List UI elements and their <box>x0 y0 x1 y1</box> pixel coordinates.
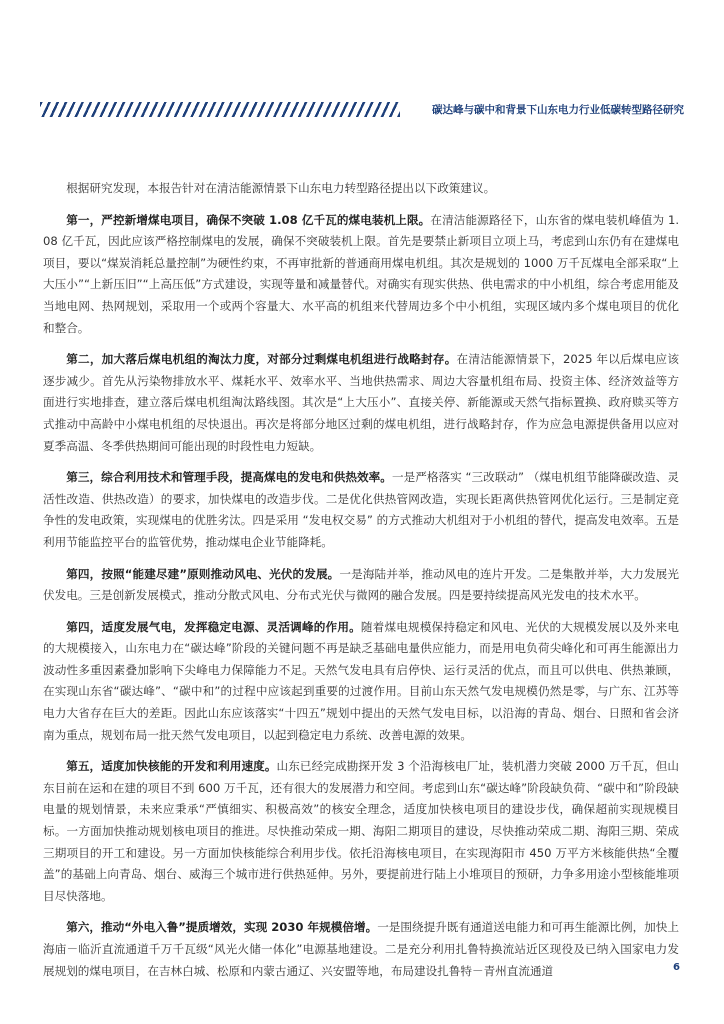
paragraph-2-lead: 第二，加大落后煤电机组的淘汰力度，对部分过剩煤电机组进行战略封存。 <box>66 352 457 367</box>
paragraph-1 <box>43 210 679 340</box>
diagonal-stripes-decoration-icon <box>40 102 400 117</box>
paragraph-2 <box>43 349 679 457</box>
paragraph-4 <box>43 564 679 607</box>
paragraph-4-lead: 第四，按照“能建尽建”原则推动风电、光伏的发展。 <box>66 566 340 581</box>
paragraph-2-body: 在清洁能源情景下，2025 年以后煤电应该逐步减少。首先从污染物排放水平、煤耗水平、效率水平、当地供热需求、周边大容量机组布局、投资主体、经济效益等方面进行实地排查，建立落后煤电机组淘汰路线图。其次是“上大压小”、直接关停、新能源或天然气指标置换、政府赎买等方式推动中高龄中小煤电机组的尽快退出。再次是将部分地区过剩的煤电机组，进行战略封存，作为应急电源提供备用以应对夏季高温、冬季供热期间可能出现的时段性电力短缺。 <box>43 352 679 453</box>
paragraph-1-lead: 第一，严控新增煤电项目，确保不突破 1.08 亿千瓦的煤电装机上限。 <box>66 212 431 227</box>
paragraph-6-lead: 第五，适度加快核能的开发和利用速度。 <box>66 759 277 774</box>
paragraph-6-body: 山东已经完成勘探开发 3 个沿海核电厂址，装机潜力突破 2000 万千瓦，但山东目前在运和在建的项目不到 600 万千瓦，还有很大的发展潜力和空间。考虑到山东“碳达峰”阶段缺负荷、“碳中和”阶段缺电量的规划情景，未来应秉承“严慎细实、积极高效”的核安全理念，适度加快核电项目的建设步伐，确保超前实现规模目标。一方面加快推动规划核电项目的推进。尽快推动荣成一期、海阳二期项目的建设，尽快推动荣成二期、海阳三期、荣成三期项目的开工和建设。另一方面加快核能综合利用步伐。依托沿海核电项目，在实现海阳市 450 万平方米核能供热“全覆盖”的基础上向青岛、烟台、威海三个城市进行供热延伸。另外，要提前进行陆上小堆项目的预研，力争多用途小型核能堆项目尽快落地。 <box>43 759 679 903</box>
paragraph-7-body: 一是围绕提升既有通道送电能力和可再生能源比例，加快上海庙－临沂直流通道千万千瓦级“风光火储一体化”电源基地建设。二是充分利用扎鲁特换流站近区现役及已纳入国家电力发展规划的煤电项目，在吉林白城、松原和内蒙古通辽、兴安盟等地，布局建设扎鲁特－青州直流通道 <box>43 920 679 978</box>
document-body <box>43 178 679 992</box>
intro-paragraph: 根据研究发现，本报告针对在清洁能源情景下山东电力转型路径提出以下政策建议。 <box>66 181 496 195</box>
paragraph-3 <box>43 467 679 553</box>
paragraph-5-body: 随着煤电规模保持稳定和风电、光伏的大规模发展以及外来电的大规模接入，山东电力在“碳达峰”阶段的关键问题不再是缺乏基础电量供应能力，而是用电负荷尖峰化和可再生能源出力波动性多重因素叠加影响下尖峰电力保障能力不足。天然气发电具有启停快、运行灵活的优点，而且可以供电、供热兼顾，在实现山东省“碳达峰”、“碳中和”的过程中应该起到重要的过渡作用。目前山东天然气发电规模仍然是零，与广东、江苏等电力大省存在巨大的差距。因此山东应该落实“十四五”规划中提出的天然气发电目标，以沿海的青岛、烟台、日照和省会济南为重点，规划布局一批天然气发电项目，以起到稳定电力系统、改善电源的效果。 <box>43 619 679 742</box>
paragraph-7 <box>43 917 679 982</box>
paragraph-5-lead: 第四，适度发展气电，发挥稳定电源、灵活调峰的作用。 <box>66 619 361 634</box>
paragraph-3-lead: 第三，综合利用技术和管理手段，提高煤电的发电和供热效率。 <box>66 470 392 485</box>
paragraph-4-body: 一是海陆并举，推动风电的连片开发。二是集散并举，大力发展光伏发电。三是创新发展模式，推动分散式风电、分布式光伏与微网的融合发展。四是要持续提高风光发电的技术水平。 <box>43 566 679 603</box>
paragraph-3-body: 一是严格落实 “三改联动” （煤电机组节能降碳改造、灵活性改造、供热改造）的要求，加快煤电的改造步伐。二是优化供热管网改造，实现长距离供热管网优化运行。三是制定竞争性的发电政策，实现煤电的优胜劣汰。四是采用 “发电权交易” 的方式推动大机组对于小机组的替代，提高发电效率。五是利用节能监控平台的监管优势，推动煤电企业节能降耗。 <box>43 470 679 549</box>
header-title: 碳达峰与碳中和背景下山东电力行业低碳转型路径研究 <box>432 104 684 116</box>
paragraph-1-body: 在清洁能源路径下，山东省的煤电装机峰值为 1.08 亿千瓦，因此应该严格控制煤电的发展，确保不突破装机上限。首先是要禁止新项目立项上马，考虑到山东仍有在建煤电项目，要以“煤炭消耗总量控制”为硬性约束，不再审批新的普通商用煤电机组。其次是规划的 1000 万千瓦煤电全部采取“上大压小”“上新压旧”“上高压低”方式建设，实现等量和减量替代。对确实有现实供热、供电需求的中小机组，综合考虑用能及当地电网、热网规划，采取用一个或两个容量大、水平高的机组来代替周边多个中小机组，实现区域内多个煤电项目的优化和整合。 <box>43 212 680 335</box>
paragraph-6 <box>43 756 679 907</box>
paragraph-5 <box>43 617 679 747</box>
page-number: 6 <box>673 962 680 973</box>
running-header <box>40 101 684 119</box>
paragraph-7-lead: 第六，推动“外电入鲁”提质增效，实现 2030 年规模倍增。 <box>66 920 378 935</box>
